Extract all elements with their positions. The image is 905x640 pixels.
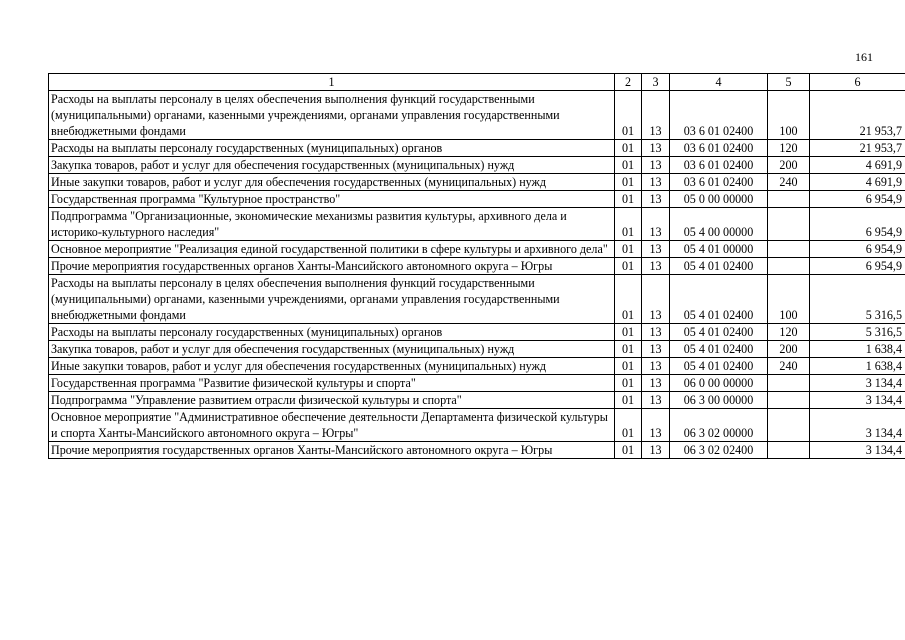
- row-name-cell: Расходы на выплаты персоналу государственных (муниципальных) органов: [49, 140, 615, 157]
- expense-type-cell: 100: [768, 275, 810, 324]
- target-article-cell: 05 4 01 02400: [670, 341, 768, 358]
- amount-cell: 6 954,9: [810, 191, 905, 208]
- expense-type-cell: 120: [768, 324, 810, 341]
- expense-type-cell: [768, 375, 810, 392]
- table-row: [49, 341, 905, 358]
- amount-cell: 3 134,4: [810, 375, 905, 392]
- section-code-cell: 01: [615, 409, 642, 442]
- row-name-cell: Закупка товаров, работ и услуг для обеспечения государственных (муниципальных) нужд: [49, 157, 615, 174]
- row-name-cell: Государственная программа "Развитие физической культуры и спорта": [49, 375, 615, 392]
- target-article-cell: 03 6 01 02400: [670, 91, 768, 140]
- target-article-cell: 05 4 01 00000: [670, 241, 768, 258]
- section-code-cell: 01: [615, 392, 642, 409]
- column-header-1: 1: [49, 74, 615, 91]
- row-name-cell: Прочие мероприятия государственных органов Ханты-Мансийского автономного округа – Югры: [49, 258, 615, 275]
- target-article-cell: 06 3 02 00000: [670, 409, 768, 442]
- column-header-6: 6: [810, 74, 905, 91]
- amount-cell: 5 316,5: [810, 324, 905, 341]
- section-code-cell: 01: [615, 358, 642, 375]
- subsection-code-cell: 13: [642, 275, 670, 324]
- subsection-code-cell: 13: [642, 157, 670, 174]
- expense-type-cell: [768, 241, 810, 258]
- expense-type-cell: [768, 409, 810, 442]
- subsection-code-cell: 13: [642, 258, 670, 275]
- subsection-code-cell: 13: [642, 91, 670, 140]
- amount-cell: 5 316,5: [810, 275, 905, 324]
- table-row: [49, 409, 905, 442]
- expense-type-cell: [768, 442, 810, 459]
- table-row: [49, 91, 905, 140]
- target-article-cell: 05 4 01 02400: [670, 324, 768, 341]
- amount-cell: 3 134,4: [810, 392, 905, 409]
- section-code-cell: 01: [615, 174, 642, 191]
- subsection-code-cell: 13: [642, 409, 670, 442]
- row-name-cell: Государственная программа "Культурное пространство": [49, 191, 615, 208]
- target-article-cell: 03 6 01 02400: [670, 174, 768, 191]
- subsection-code-cell: 13: [642, 140, 670, 157]
- expense-type-cell: [768, 258, 810, 275]
- table-body: [49, 91, 905, 459]
- expense-type-cell: 240: [768, 358, 810, 375]
- row-name-cell: Расходы на выплаты персоналу государственных (муниципальных) органов: [49, 324, 615, 341]
- table-row: [49, 375, 905, 392]
- target-article-cell: 05 4 01 02400: [670, 358, 768, 375]
- target-article-cell: 05 0 00 00000: [670, 191, 768, 208]
- subsection-code-cell: 13: [642, 208, 670, 241]
- target-article-cell: 05 4 01 02400: [670, 275, 768, 324]
- column-header-4: 4: [670, 74, 768, 91]
- amount-cell: 6 954,9: [810, 241, 905, 258]
- target-article-cell: 05 4 01 02400: [670, 258, 768, 275]
- section-code-cell: 01: [615, 241, 642, 258]
- section-code-cell: 01: [615, 324, 642, 341]
- expense-type-cell: [768, 191, 810, 208]
- expense-type-cell: [768, 392, 810, 409]
- table-row: [49, 324, 905, 341]
- column-header-2: 2: [615, 74, 642, 91]
- section-code-cell: 01: [615, 442, 642, 459]
- amount-cell: 1 638,4: [810, 341, 905, 358]
- subsection-code-cell: 13: [642, 375, 670, 392]
- section-code-cell: 01: [615, 275, 642, 324]
- table-row: [49, 392, 905, 409]
- section-code-cell: 01: [615, 208, 642, 241]
- section-code-cell: 01: [615, 91, 642, 140]
- section-code-cell: 01: [615, 191, 642, 208]
- table-row: [49, 174, 905, 191]
- table-row: [49, 442, 905, 459]
- subsection-code-cell: 13: [642, 341, 670, 358]
- amount-cell: 6 954,9: [810, 208, 905, 241]
- section-code-cell: 01: [615, 341, 642, 358]
- target-article-cell: 03 6 01 02400: [670, 140, 768, 157]
- target-article-cell: 06 0 00 00000: [670, 375, 768, 392]
- amount-cell: 3 134,4: [810, 409, 905, 442]
- amount-cell: 1 638,4: [810, 358, 905, 375]
- row-name-cell: Расходы на выплаты персоналу в целях обеспечения выполнения функций государственными (муниципальными) органами, казенными учреждениями, органами управления государственными внебюджетными фондами: [49, 91, 615, 140]
- column-header-3: 3: [642, 74, 670, 91]
- amount-cell: 3 134,4: [810, 442, 905, 459]
- expense-type-cell: 240: [768, 174, 810, 191]
- row-name-cell: Прочие мероприятия государственных органов Ханты-Мансийского автономного округа – Югры: [49, 442, 615, 459]
- table-row: [49, 358, 905, 375]
- section-code-cell: 01: [615, 140, 642, 157]
- section-code-cell: 01: [615, 375, 642, 392]
- expense-type-cell: 100: [768, 91, 810, 140]
- page-number: 161: [855, 50, 873, 64]
- row-name-cell: Основное мероприятие "Административное обеспечение деятельности Департамента физической культуры и спорта Ханты-Мансийского автономного округа – Югры": [49, 409, 615, 442]
- row-name-cell: Подпрограмма "Организационные, экономические механизмы развития культуры, архивного дела и историко-культурного наследия": [49, 208, 615, 241]
- target-article-cell: 03 6 01 02400: [670, 157, 768, 174]
- amount-cell: 21 953,7: [810, 140, 905, 157]
- expense-type-cell: [768, 208, 810, 241]
- amount-cell: 6 954,9: [810, 258, 905, 275]
- target-article-cell: 06 3 00 00000: [670, 392, 768, 409]
- table-row: [49, 191, 905, 208]
- expense-type-cell: 120: [768, 140, 810, 157]
- row-name-cell: Основное мероприятие "Реализация единой государственной политики в сфере культуры и архивного дела": [49, 241, 615, 258]
- row-name-cell: Закупка товаров, работ и услуг для обеспечения государственных (муниципальных) нужд: [49, 341, 615, 358]
- expense-type-cell: 200: [768, 341, 810, 358]
- subsection-code-cell: 13: [642, 241, 670, 258]
- table-row: [49, 258, 905, 275]
- row-name-cell: Подпрограмма "Управление развитием отрасли физической культуры и спорта": [49, 392, 615, 409]
- section-code-cell: 01: [615, 258, 642, 275]
- target-article-cell: 05 4 00 00000: [670, 208, 768, 241]
- row-name-cell: Иные закупки товаров, работ и услуг для обеспечения государственных (муниципальных) нужд: [49, 358, 615, 375]
- table-row: [49, 241, 905, 258]
- table-row: [49, 208, 905, 241]
- section-code-cell: 01: [615, 157, 642, 174]
- subsection-code-cell: 13: [642, 174, 670, 191]
- subsection-code-cell: 13: [642, 392, 670, 409]
- row-name-cell: Иные закупки товаров, работ и услуг для обеспечения государственных (муниципальных) нужд: [49, 174, 615, 191]
- subsection-code-cell: 13: [642, 324, 670, 341]
- amount-cell: 4 691,9: [810, 174, 905, 191]
- column-header-5: 5: [768, 74, 810, 91]
- subsection-code-cell: 13: [642, 191, 670, 208]
- table-row: [49, 157, 905, 174]
- table-row: [49, 140, 905, 157]
- subsection-code-cell: 13: [642, 358, 670, 375]
- table-row: [49, 275, 905, 324]
- table-header-row: [49, 74, 905, 91]
- expense-type-cell: 200: [768, 157, 810, 174]
- budget-table: [48, 73, 905, 459]
- amount-cell: 21 953,7: [810, 91, 905, 140]
- subsection-code-cell: 13: [642, 442, 670, 459]
- target-article-cell: 06 3 02 02400: [670, 442, 768, 459]
- amount-cell: 4 691,9: [810, 157, 905, 174]
- row-name-cell: Расходы на выплаты персоналу в целях обеспечения выполнения функций государственными (муниципальными) органами, казенными учреждениями, органами управления государственными внебюджетными фондами: [49, 275, 615, 324]
